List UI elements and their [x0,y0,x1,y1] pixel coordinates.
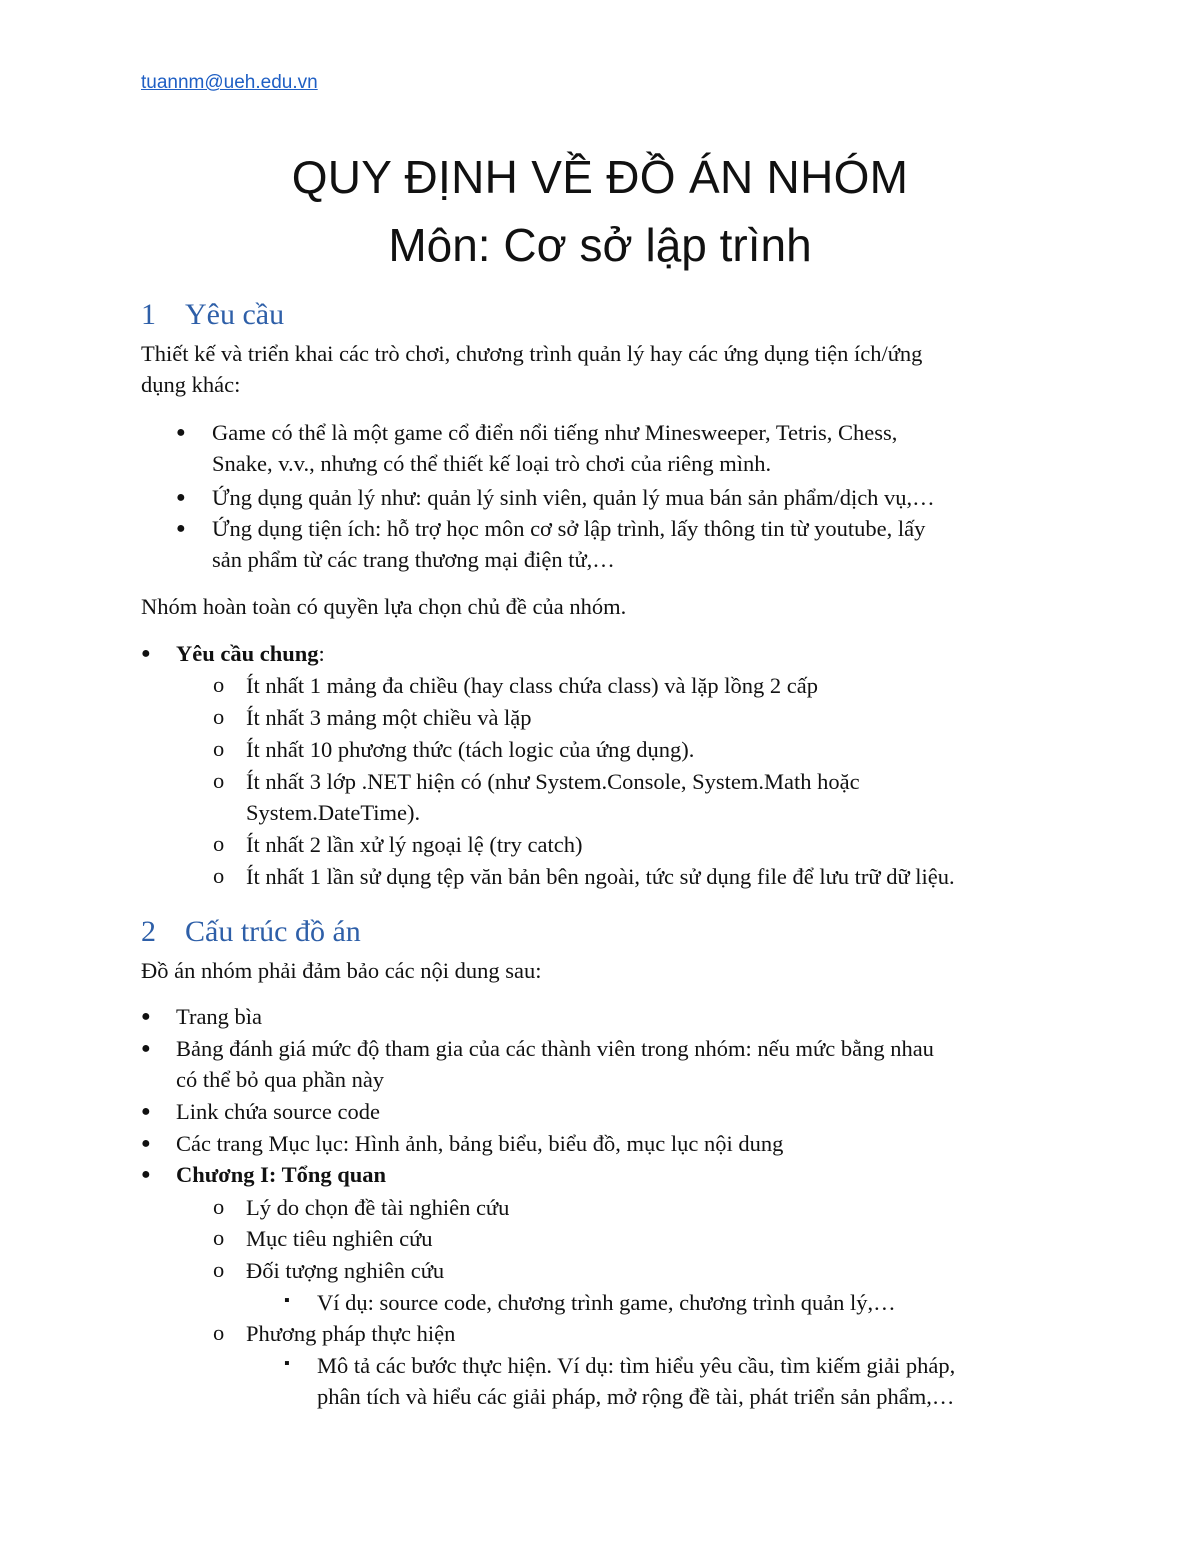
bullet-disc-icon: ● [176,424,186,441]
bullet-disc-icon: ● [141,1008,151,1025]
sub-list-item: Ít nhất 1 lần sử dụng tệp văn bản bên ngoài, tức sử dụng file để lưu trữ dữ liệu. [246,864,955,889]
paragraph: Nhóm hoàn toàn có quyền lựa chọn chủ đề của nhóm. [141,594,627,619]
list-item: Snake, v.v., nhưng có thể thiết kế loại trò chơi của riêng mình. [212,451,772,476]
bullet-disc-icon: ● [141,645,151,662]
bold-label: Yêu cầu chung [176,641,319,666]
bullet-square-icon: ▪ [284,1355,290,1372]
course-subtitle: Môn: Cơ sở lập trình [388,219,812,271]
section-number: 1 [141,298,156,331]
sub-list-item: Lý do chọn đề tài nghiên cứu [246,1195,510,1220]
bullet-circle-icon: o [213,736,225,761]
list-item: Trang bìa [176,1004,263,1029]
list-item: có thể bỏ qua phần này [176,1067,385,1092]
bullet-circle-icon: o [213,831,225,856]
list-item: Game có thể là một game cổ điển nổi tiếng như Minesweeper, Tetris, Chess, [212,420,898,445]
sub-sub-list-item: phân tích và hiểu các giải pháp, mở rộng đề tài, phát triển sản phẩm,… [317,1384,955,1409]
section-title: Yêu cầu [185,298,285,331]
section-heading-requirements [141,298,284,332]
sub-list-item: Mục tiêu nghiên cứu [246,1226,433,1251]
bullet-disc-icon: ● [176,520,186,537]
list-item: Bảng đánh giá mức độ tham gia của các thành viên trong nhóm: nếu mức bằng nhau [176,1036,934,1061]
sub-list-item: Ít nhất 2 lần xử lý ngoại lệ (try catch) [246,832,583,857]
bullet-circle-icon: o [213,672,225,697]
list-item-chapter-1: Chương I: Tổng quan [176,1162,387,1187]
bullet-disc-icon: ● [141,1166,151,1183]
paragraph: dụng khác: [141,372,241,397]
bullet-disc-icon: ● [141,1135,151,1152]
sub-list-item: Ít nhất 1 mảng đa chiều (hay class chứa class) và lặp lồng 2 cấp [246,673,818,698]
sub-sub-list-item: Ví dụ: source code, chương trình game, chương trình quản lý,… [317,1290,896,1315]
section-heading-project-structure [141,915,361,949]
sub-list-item: Ít nhất 3 lớp .NET hiện có (như System.Console, System.Math hoặc [246,769,860,794]
label-colon: : [318,641,325,666]
bullet-circle-icon: o [213,863,225,888]
bullet-circle-icon: o [213,1225,225,1250]
sub-list-item: Phương pháp thực hiện [246,1321,456,1346]
sub-sub-list-item: Mô tả các bước thực hiện. Ví dụ: tìm hiểu yêu cầu, tìm kiếm giải pháp, [317,1353,956,1378]
bullet-circle-icon: o [213,1194,225,1219]
section-title: Cấu trúc đồ án [185,915,361,948]
sub-list-item: System.DateTime). [246,800,421,825]
bullet-disc-icon: ● [176,489,186,506]
author-email-link[interactable]: tuannm@ueh.edu.vn [141,72,318,93]
list-item: Ứng dụng tiện ích: hỗ trợ học môn cơ sở lập trình, lấy thông tin từ youtube, lấy [212,516,926,541]
bullet-circle-icon: o [213,1257,225,1282]
list-item-general-requirements [176,638,325,669]
paragraph: Thiết kế và triển khai các trò chơi, chương trình quản lý hay các ứng dụng tiện ích/ứng [141,341,923,366]
sub-list-item: Ít nhất 3 mảng một chiều và lặp [246,705,532,730]
list-item: Link chứa source code [176,1099,380,1124]
section-number: 2 [141,915,156,948]
bullet-disc-icon: ● [141,1040,151,1057]
bullet-circle-icon: o [213,704,225,729]
paragraph: Đồ án nhóm phải đảm bảo các nội dung sau: [141,958,542,983]
bullet-circle-icon: o [213,768,225,793]
list-item: Ứng dụng quản lý như: quản lý sinh viên, quản lý mua bán sản phẩm/dịch vụ,… [212,485,935,510]
list-item: Các trang Mục lục: Hình ảnh, bảng biểu, biểu đồ, mục lục nội dung [176,1131,784,1156]
sub-list-item: Đối tượng nghiên cứu [246,1258,445,1283]
list-item: sản phẩm từ các trang thương mại điện tử,… [212,547,615,572]
bullet-disc-icon: ● [141,1103,151,1120]
document-title: QUY ĐỊNH VỀ ĐỒ ÁN NHÓM [291,151,909,203]
bullet-circle-icon: o [213,1320,225,1345]
bullet-square-icon: ▪ [284,1292,290,1309]
sub-list-item: Ít nhất 10 phương thức (tách logic của ứng dụng). [246,737,695,762]
